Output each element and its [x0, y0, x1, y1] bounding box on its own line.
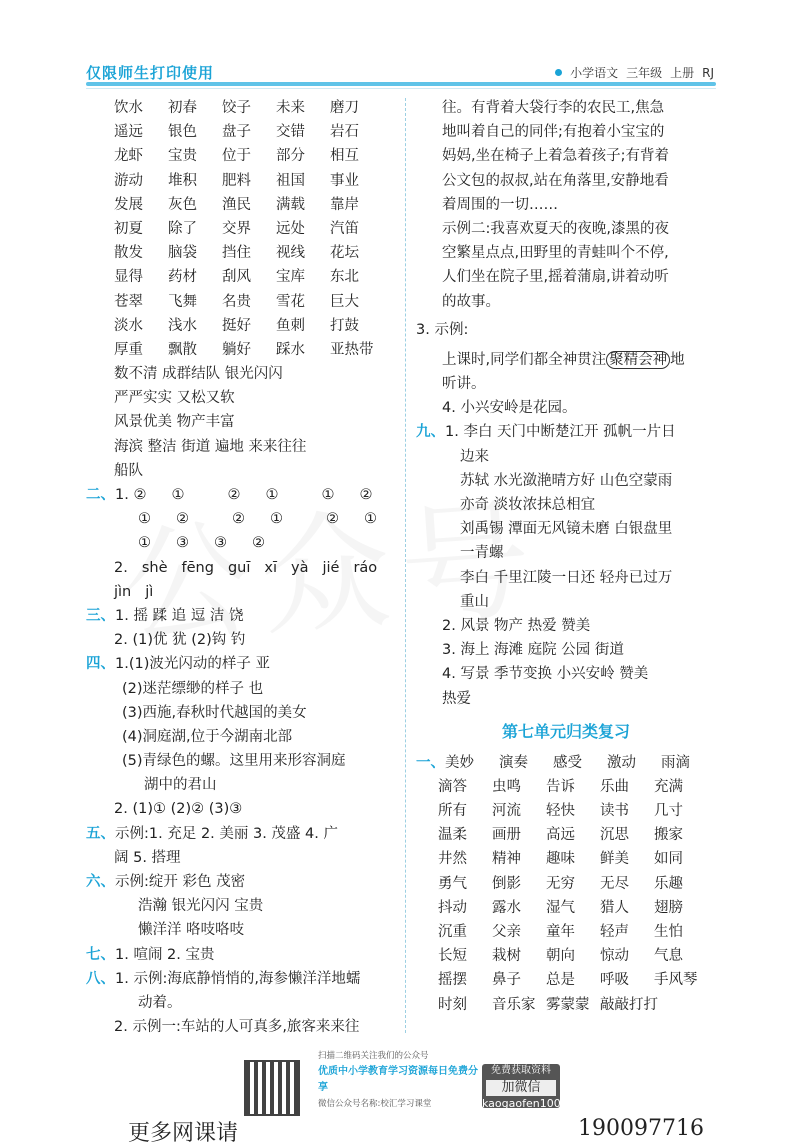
word: 踩水 [276, 341, 305, 358]
grade: 三年级 [626, 66, 663, 80]
word: 父亲 [492, 924, 521, 940]
footer-phone: 190097716 [578, 1116, 704, 1141]
mark-row [86, 531, 396, 555]
word: 堆积 [168, 172, 197, 189]
pinyin: jié [322, 559, 340, 576]
left-column [86, 96, 396, 1039]
line-text: 1. 示例:海底静悄悄的,海参懒洋洋地蠕 [115, 970, 361, 987]
word: 倒影 [492, 875, 521, 892]
word: 鼻子 [492, 972, 521, 989]
word-list-phrases [86, 362, 396, 483]
line-text: 一青螺 [460, 545, 504, 562]
word: 读书 [600, 803, 629, 820]
word: 呼吸 [600, 972, 629, 989]
line-text: 亦奇 淡妆浓抹总相宜 [460, 497, 596, 513]
word-row [416, 823, 716, 847]
word: 刮风 [222, 269, 251, 286]
line-text: (3)西施,春秋时代越国的美女 [122, 704, 307, 721]
section-label: 四、 [86, 656, 115, 673]
word-row [416, 968, 716, 992]
word: 相互 [330, 148, 359, 165]
word-row [416, 751, 716, 775]
word: 气息 [654, 948, 683, 965]
word: 除了 [168, 220, 197, 237]
word: 位于 [222, 148, 251, 165]
word: 时刻 [438, 996, 467, 1013]
word: 温柔 [438, 827, 467, 844]
line-text: 重山 [460, 593, 489, 610]
text-line [86, 773, 396, 797]
circled-number: ① [171, 487, 185, 503]
word: 浅水 [168, 317, 197, 334]
word: 祖国 [276, 172, 305, 189]
paragraph-line: 人们坐在院子里,摇着蒲扇,讲着动听 [442, 269, 669, 286]
book-info [555, 64, 714, 81]
word-row [416, 944, 716, 968]
line-text: 2. 示例一:车站的人可真多,旅客来来往 [114, 1019, 360, 1036]
word: 沉思 [600, 827, 629, 844]
word-row [416, 896, 716, 920]
word: 苍翠 [114, 293, 143, 310]
word: 摇摆 [438, 972, 467, 989]
word: 渔民 [222, 196, 251, 213]
paragraph-line: 着周围的一切…… [442, 196, 558, 213]
circled-number: ① [265, 487, 279, 503]
word: 滴答 [438, 778, 467, 795]
word: 长短 [438, 948, 467, 965]
pinyin-row [86, 580, 396, 604]
text-line [416, 614, 716, 638]
word: 勇气 [438, 875, 467, 892]
line-text: 李白 千里江陵一日还 轻舟已过万 [460, 569, 673, 586]
word: 虫鸣 [492, 778, 521, 795]
text-line [86, 918, 396, 942]
word: 音乐家 [492, 996, 536, 1013]
word: 露水 [492, 899, 521, 916]
section-label: 八、 [86, 970, 115, 987]
text-line [86, 870, 396, 894]
mark-row [86, 483, 396, 507]
word-list-5 [86, 96, 396, 362]
line-text: 2. (1)① (2)② (3)③ [114, 801, 243, 818]
word-row [86, 338, 396, 362]
word: 药材 [168, 269, 197, 286]
word: 鲜美 [600, 851, 629, 868]
section-label: 九、 [416, 424, 445, 441]
header-rule-thin [86, 88, 716, 89]
item-number: 2. [114, 559, 128, 576]
circled-number: ② [326, 511, 339, 528]
word: 栽树 [492, 948, 521, 965]
circled-number: ① [138, 535, 151, 552]
text-line [416, 469, 716, 493]
word: 宝贵 [168, 148, 197, 165]
word: 演奏 [499, 754, 528, 771]
text-line [416, 493, 716, 517]
word-row [86, 241, 396, 265]
section-4 [86, 652, 396, 821]
word: 无穷 [546, 875, 575, 892]
word: 感受 [553, 754, 582, 771]
word: 如同 [654, 851, 683, 868]
word: 挺好 [222, 317, 251, 334]
word: 搬家 [654, 827, 683, 844]
word: 雪花 [276, 293, 305, 310]
word: 视线 [276, 245, 305, 262]
word: 美妙 [445, 754, 474, 771]
line-text: 1.(1)波光闪动的样子 亚 [115, 656, 270, 673]
phrase-row: 数不清 成群结队 银光闪闪 [114, 366, 283, 383]
word: 飘散 [168, 341, 197, 358]
item-number: 1. [115, 487, 134, 503]
line-text: 1. 李白 天门中断楚江开 孤帆一片日 [445, 424, 676, 441]
line-text: (2)迷茫缥缈的样子 也 [122, 680, 264, 697]
word: 打鼓 [330, 317, 359, 334]
word: 所有 [438, 803, 467, 820]
text-line [416, 638, 716, 662]
paragraph-line: 妈妈,坐在椅子上着急着孩子;有背着 [442, 148, 669, 165]
word: 抖动 [438, 899, 467, 916]
line-text: 3. 海上 海滩 庭院 公园 街道 [442, 642, 624, 659]
item-4: 4. 小兴安岭是花园。 [442, 400, 577, 417]
word: 银色 [168, 124, 197, 141]
circled-number: ① [321, 487, 335, 503]
line-text: 苏轼 水光潋滟晴方好 山色空蒙雨 [460, 472, 673, 489]
section-label: 二、 [86, 487, 115, 503]
unit-words [416, 751, 716, 1017]
footer-info: 扫描二维码关注我们的公众号 优质中小学教育学习资源每日免费分享 微信公众号名称:校汇学习课堂 [318, 1051, 478, 1109]
word: 饺子 [222, 100, 251, 116]
wechat-badge: 免费获取资料 加微信 kaogaofen100 [482, 1065, 561, 1110]
section-label: 六、 [86, 874, 115, 890]
word: 未来 [276, 100, 305, 116]
section-6 [86, 870, 396, 943]
pinyin: guī [227, 559, 251, 576]
word: 厚重 [114, 341, 143, 358]
word: 交界 [222, 220, 251, 237]
circled-number: ① [138, 511, 151, 528]
word: 井然 [438, 851, 467, 868]
print-notice: 仅限师生打印使用 [86, 64, 215, 82]
word: 几寸 [654, 803, 683, 820]
column-divider [405, 98, 406, 1033]
section-5 [86, 822, 396, 870]
text-line [86, 677, 396, 701]
word: 部分 [276, 148, 305, 165]
word: 交错 [276, 124, 305, 141]
word: 精神 [492, 851, 521, 868]
line-text: 热爱 [442, 690, 471, 707]
word: 雾蒙蒙 [546, 996, 590, 1013]
text-line [416, 662, 716, 686]
bullet-dot-icon [555, 69, 562, 76]
word: 翅膀 [654, 899, 683, 916]
word: 灰色 [168, 196, 197, 213]
section-3-line-2: 2. (1)优 犹 (2)钩 钓 [114, 632, 246, 649]
word: 岩石 [330, 124, 359, 141]
word: 轻快 [546, 803, 575, 820]
circled-number: ③ [176, 535, 189, 552]
text-line [416, 541, 716, 565]
phrase-row: 海滨 整洁 街道 遍地 来来往往 [114, 438, 307, 455]
mark-row [86, 507, 396, 531]
pinyin: shè [141, 559, 168, 576]
header-rule [86, 82, 716, 86]
text-line [86, 701, 396, 725]
word-row [86, 169, 396, 193]
word-row [86, 96, 396, 120]
pinyin: xī [264, 559, 277, 576]
word-row [416, 993, 716, 1017]
paragraph-line: 的故事。 [442, 293, 500, 310]
text-line [86, 797, 396, 821]
circled-number: ② [227, 487, 241, 503]
word: 画册 [492, 827, 521, 844]
pinyin-row [86, 556, 396, 580]
word: 散发 [114, 245, 143, 262]
word: 靠岸 [330, 196, 359, 213]
word: 饮水 [114, 100, 143, 116]
subject: 小学语文 [570, 66, 619, 80]
word-row [86, 217, 396, 241]
word-row [416, 872, 716, 896]
paragraph-line: 示例二:我喜欢夏天的夜晚,漆黑的夜 [442, 220, 669, 237]
word: 湿气 [546, 899, 575, 916]
word-row [416, 799, 716, 823]
word-row [86, 144, 396, 168]
item-3-sentence-end: 听讲。 [442, 376, 486, 393]
line-text: 4. 写景 季节变换 小兴安岭 赞美 [442, 666, 649, 683]
edition: RJ [702, 65, 714, 80]
line-text: 刘禹锡 潭面无风镜未磨 白银盘里 [460, 521, 673, 538]
word-row [86, 290, 396, 314]
line-text: (4)洞庭湖,位于今湖南北部 [122, 728, 293, 745]
pinyin: jì [145, 583, 154, 600]
paragraph-line: 空繁星点点,田野里的青蛙叫个不停, [442, 245, 669, 262]
word: 童年 [546, 924, 575, 940]
word: 飞舞 [168, 293, 197, 310]
word: 花坛 [330, 245, 359, 262]
text-line [86, 822, 396, 846]
word: 磨刀 [330, 100, 359, 116]
section-2 [86, 483, 396, 604]
line-text: 边来 [460, 448, 489, 465]
word: 脑袋 [168, 245, 197, 262]
line-text: 浩瀚 银光闪闪 宝贵 [138, 898, 264, 915]
word-row [416, 775, 716, 799]
text-line [86, 725, 396, 749]
word: 充满 [654, 778, 683, 795]
word: 遥远 [114, 124, 143, 141]
word-row [86, 193, 396, 217]
word: 朝向 [546, 948, 575, 965]
word: 乐曲 [600, 778, 629, 795]
text-line [86, 846, 396, 870]
word: 手风琴 [654, 972, 698, 989]
text-line [86, 1015, 396, 1039]
example-paragraph [416, 96, 716, 314]
circled-number: ② [133, 487, 147, 503]
word-row [416, 847, 716, 871]
word: 初春 [168, 100, 197, 116]
word: 宝库 [276, 269, 305, 286]
phrase-row: 严严实实 又松又软 [114, 390, 235, 407]
word: 河流 [492, 803, 521, 820]
paragraph-line: 地叫着自己的同伴;有抱着小宝宝的 [442, 124, 665, 141]
word: 亚热带 [330, 341, 374, 358]
section-8 [86, 967, 396, 1040]
pinyin: yà [291, 559, 309, 576]
section-7: 七、1. 喧闹 2. 宝贵 [86, 946, 215, 963]
word: 雨滴 [661, 754, 690, 771]
word: 鱼刺 [276, 317, 305, 334]
section-3-line-1: 三、1. 摇 蹂 追 逗 洁 饶 [86, 607, 244, 624]
word: 巨大 [330, 293, 359, 310]
word: 显得 [114, 269, 143, 286]
word-row [86, 265, 396, 289]
pinyin: ráo [353, 559, 378, 576]
circled-number: ③ [214, 535, 227, 552]
word: 总是 [546, 972, 575, 989]
line-text: (5)青绿色的螺。这里用来形容洞庭 [122, 753, 346, 770]
footer-left-text: 更多网课请 [128, 1121, 239, 1146]
word: 东北 [330, 269, 359, 286]
word: 淡水 [114, 317, 143, 334]
word: 轻声 [600, 924, 629, 940]
word-row [416, 920, 716, 944]
word: 盘子 [222, 124, 251, 141]
paragraph-line: 公文包的叔叔,站在角落里,安静地看 [442, 172, 669, 189]
line-text: 懒洋洋 咯吱咯吱 [138, 922, 245, 939]
text-line [416, 420, 716, 444]
line-text: 动着。 [138, 994, 182, 1011]
circled-number: ② [252, 535, 265, 552]
circled-number: ① [364, 511, 377, 528]
word: 事业 [330, 172, 359, 189]
text-line [86, 991, 396, 1015]
word-row [86, 314, 396, 338]
section-9 [416, 420, 716, 710]
word: 告诉 [546, 778, 575, 795]
word: 远处 [276, 220, 305, 237]
word: 惊动 [600, 948, 629, 965]
word: 猎人 [600, 899, 629, 916]
word: 生怕 [654, 924, 683, 940]
right-column [416, 96, 716, 1017]
text-line [86, 967, 396, 991]
text-line [416, 687, 716, 711]
paragraph-line: 往。有背着大袋行李的农民工,焦急 [442, 100, 665, 116]
word: 无尽 [600, 875, 629, 892]
line-text: 2. 风景 物产 热爱 赞美 [442, 617, 591, 634]
word: 躺好 [222, 341, 251, 358]
phrase-row: 船队 [114, 462, 143, 479]
phrase-row: 风景优美 物产丰富 [114, 414, 235, 431]
pinyin: jìn [114, 583, 132, 600]
line-text: 示例:1. 充足 2. 美丽 3. 茂盛 4. 广 [115, 825, 338, 842]
volume: 上册 [670, 66, 695, 80]
word: 肥料 [222, 172, 251, 189]
word: 挡住 [222, 245, 251, 262]
word: 发展 [114, 196, 143, 213]
word-box: 聚精会神 [606, 351, 670, 369]
text-line [416, 445, 716, 469]
section-label: 五、 [86, 825, 115, 842]
word: 趣味 [546, 851, 575, 868]
text-line [416, 517, 716, 541]
word: 敲敲打打 [600, 996, 658, 1013]
circled-number: ② [176, 511, 189, 528]
qr-code-icon [244, 1060, 300, 1116]
text-line [86, 652, 396, 676]
line-text: 示例:绽开 彩色 茂密 [115, 874, 246, 890]
pinyin: fēng [181, 559, 214, 576]
section-label: 一、 [416, 754, 445, 771]
word: 满载 [276, 196, 305, 213]
text-line [86, 749, 396, 773]
word: 名贵 [222, 293, 251, 310]
circled-number: ① [270, 511, 283, 528]
word: 沉重 [438, 924, 467, 940]
circled-number: ② [359, 487, 373, 503]
word: 乐趣 [654, 875, 683, 892]
page-header [0, 0, 800, 92]
item-3-sentence: 上课时,同学们都全神贯注 聚精会神 地 [442, 351, 685, 368]
line-text: 湖中的君山 [144, 777, 217, 794]
text-line [86, 894, 396, 918]
word: 汽笛 [330, 220, 359, 237]
word: 激动 [607, 754, 636, 771]
page-footer [0, 1040, 800, 1146]
word: 高远 [546, 827, 575, 844]
line-text: 阔 5. 搭理 [114, 849, 181, 866]
text-line [416, 590, 716, 614]
circled-number: ② [232, 511, 245, 528]
unit-title: 第七单元归类复习 [501, 721, 630, 741]
word: 龙虾 [114, 148, 143, 165]
word: 游动 [114, 172, 143, 189]
text-line [416, 566, 716, 590]
word: 初夏 [114, 220, 143, 237]
word-row [86, 120, 396, 144]
item-3-heading: 3. 示例: [416, 321, 469, 338]
